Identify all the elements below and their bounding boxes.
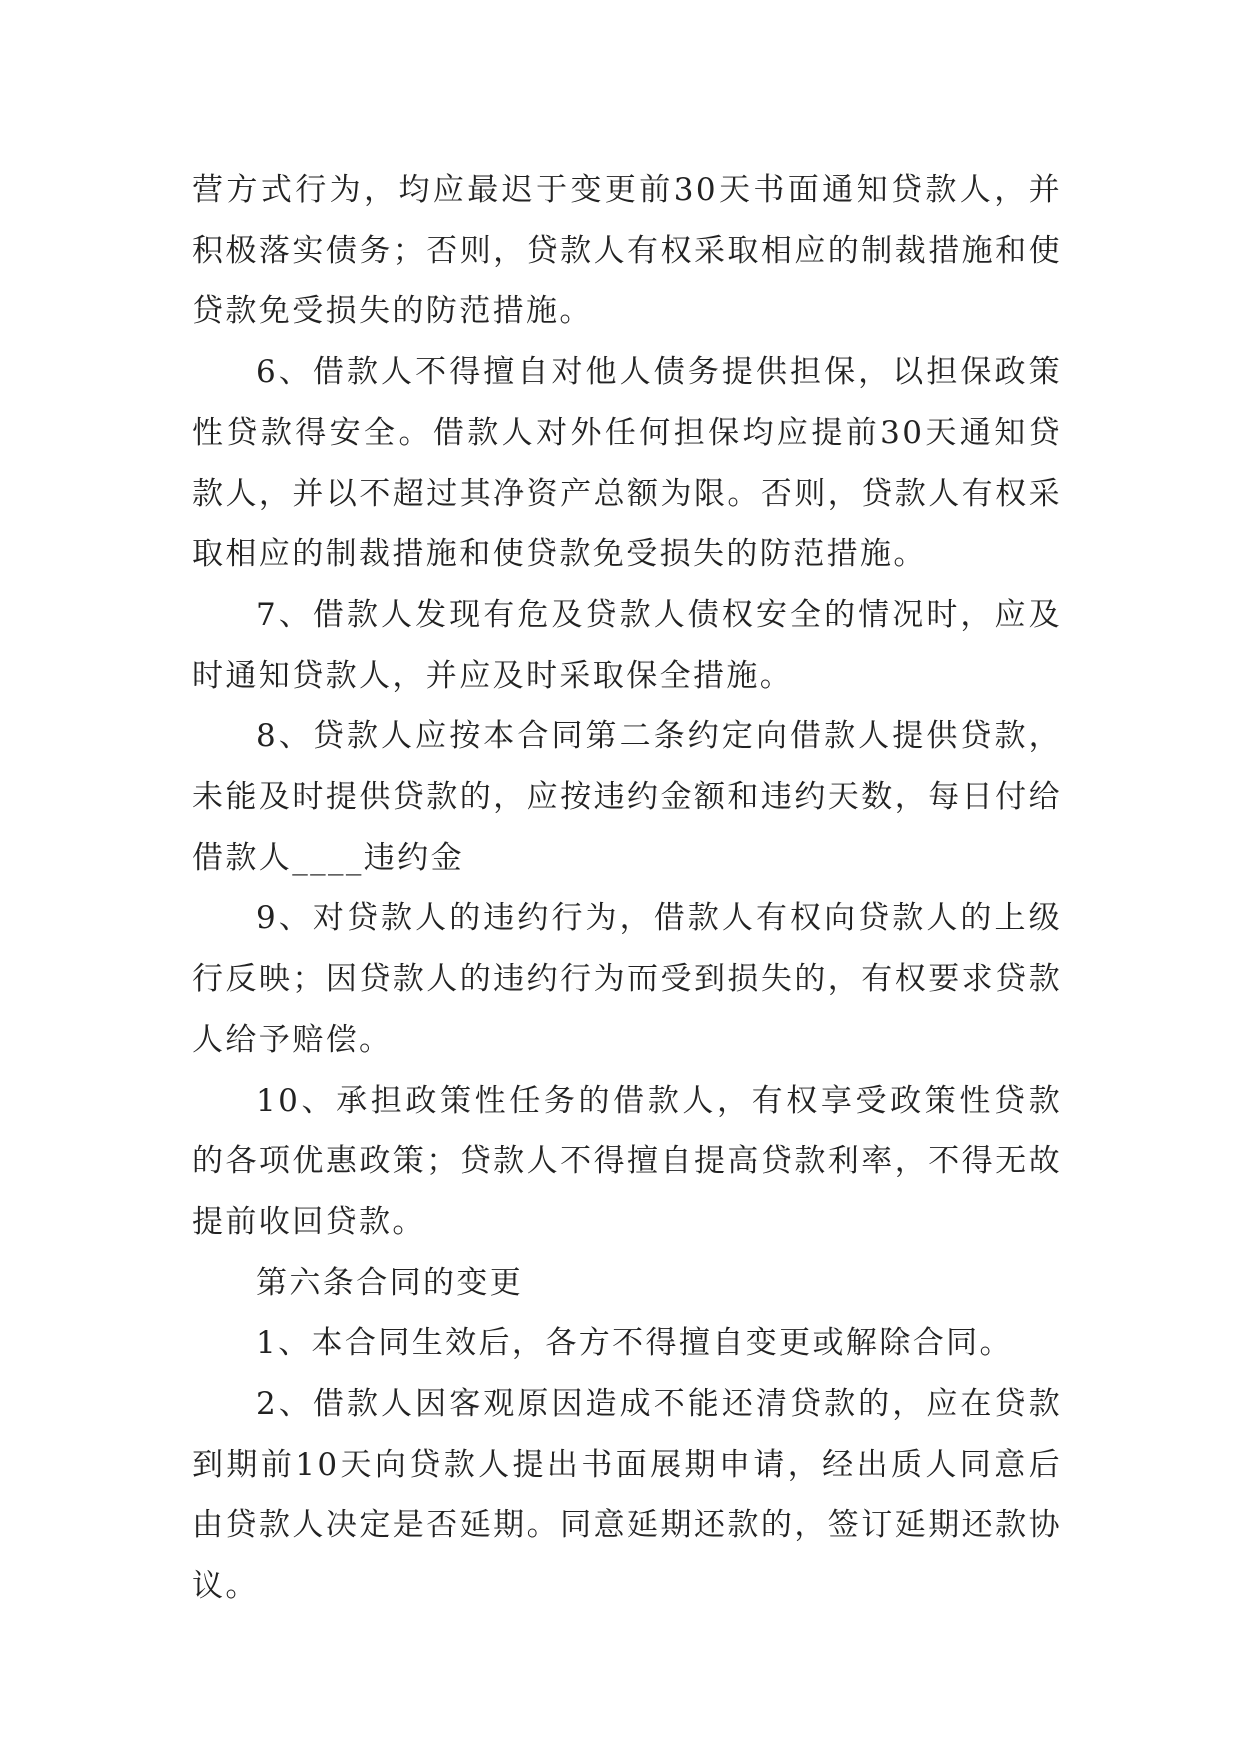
paragraph-continuation: 营方式行为，均应最迟于变更前30天书面通知贷款人，并积极落实债务；否则，贷款人有权采取相应的制裁措施和使贷款免受损失的防范措施。 (192, 172, 1062, 330)
clause-7: 7、借款人发现有危及贷款人债权安全的情况时，应及时通知贷款人，并应及时采取保全措施。 (192, 596, 1062, 694)
clause-6: 6、借款人不得擅自对他人债务提供担保，以担保政策性贷款得安全。借款人对外任何担保均应提前30天通知贷款人，并以不超过其净资产总额为限。否则，贷款人有权采取相应的制裁措施和使贷款免受损失的防范措施。 (192, 354, 1062, 573)
clause-10: 10、承担政策性任务的借款人，有权享受政策性贷款的各项优惠政策；贷款人不得擅自提高贷款利率，不得无故提前收回贷款。 (192, 1082, 1062, 1240)
article-6-clause-2: 2、借款人因客观原因造成不能还清贷款的，应在贷款到期前10天向贷款人提出书面展期申请，经出质人同意后由贷款人决定是否延期。同意延期还款的，签订延期还款协议。 (192, 1386, 1062, 1605)
document-body (192, 160, 1062, 1617)
clause-8: 8、贷款人应按本合同第二条约定向借款人提供贷款，未能及时提供贷款的，应按违约金额和违约天数，每日付给借款人____违约金 (192, 718, 1062, 876)
section-heading-article-6: 第六条合同的变更 (256, 1264, 524, 1301)
clause-9: 9、对贷款人的违约行为，借款人有权向贷款人的上级行反映；因贷款人的违约行为而受到损失的，有权要求贷款人给予赔偿。 (192, 900, 1062, 1058)
article-6-clause-1: 1、本合同生效后，各方不得擅自变更或解除合同。 (256, 1325, 1013, 1362)
